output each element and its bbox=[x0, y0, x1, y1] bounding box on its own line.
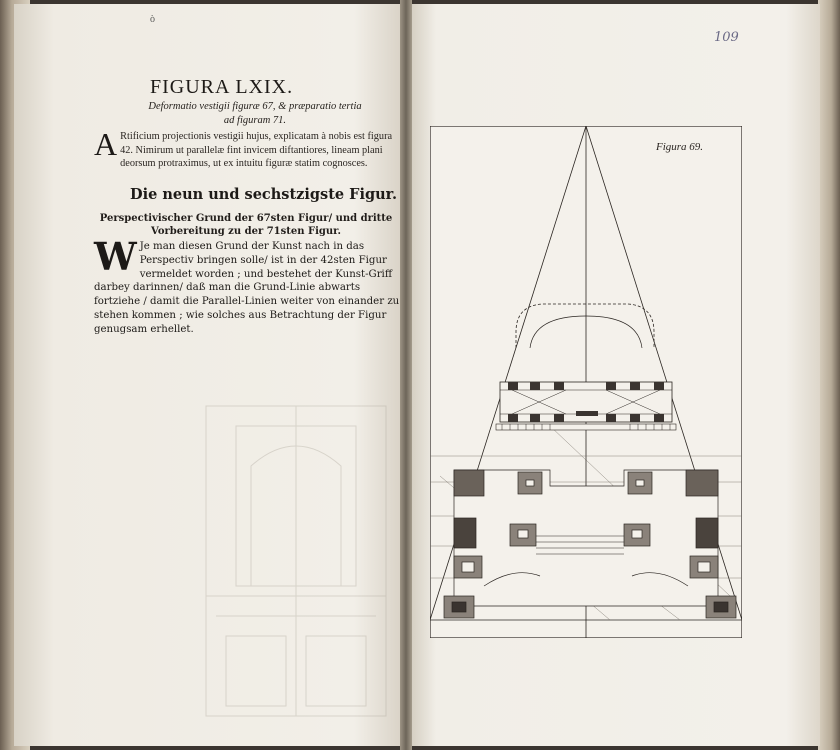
floor-plan bbox=[444, 470, 736, 618]
latin-text: Rtificium projectionis vestigii hujus, explicatam à nobis est figura 42. Nimirum ut parallelæ fint invicem diftantiores, lineam plani deorsum protraximus, ut ex intuitu figuræ statim cognosces. bbox=[120, 131, 393, 169]
latin-paragraph bbox=[94, 126, 400, 171]
book-edge-right bbox=[818, 0, 840, 750]
german-paragraph bbox=[94, 234, 402, 337]
handwritten-page-number: 109 bbox=[714, 30, 739, 45]
german-text: Je man diesen Grund der Kunst nach in das Perspectiv bringen solle/ ist in der 42sten Figur vermeldet worden ; und bestehet der Kunst-Griff darbey darinnen/ daß man die Grund-Linie abwarts fortziehe / damit die Parallel-Linien weiter von einander zu stehen kommen ; wie solches aus Betrachtung der Figur genugsam erhellet. bbox=[94, 241, 400, 335]
subtitle-line-1: Deformatio vestigii figuræ 67, & præparatio tertia bbox=[148, 101, 362, 112]
bleed-through-engraving bbox=[196, 396, 396, 726]
german-heading: Die neun und sechstzigste Figur. bbox=[130, 186, 398, 203]
book-gutter bbox=[400, 0, 412, 750]
plate-label: Figura 69. bbox=[656, 141, 704, 153]
page-mark: ò bbox=[150, 14, 155, 25]
latin-drop-cap: A bbox=[94, 126, 118, 162]
latin-subtitle bbox=[120, 100, 390, 128]
page-title: FIGURA LXIX. bbox=[150, 76, 294, 98]
german-subheading: Perspectivischer Grund der 67sten Figur/ und dritte Vorbereitung zu der 71sten Figur. bbox=[99, 213, 393, 237]
engraving-plate bbox=[430, 126, 742, 638]
subtitle-line-2: ad figuram 71. bbox=[223, 115, 287, 126]
german-drop-cap: W bbox=[94, 234, 137, 279]
